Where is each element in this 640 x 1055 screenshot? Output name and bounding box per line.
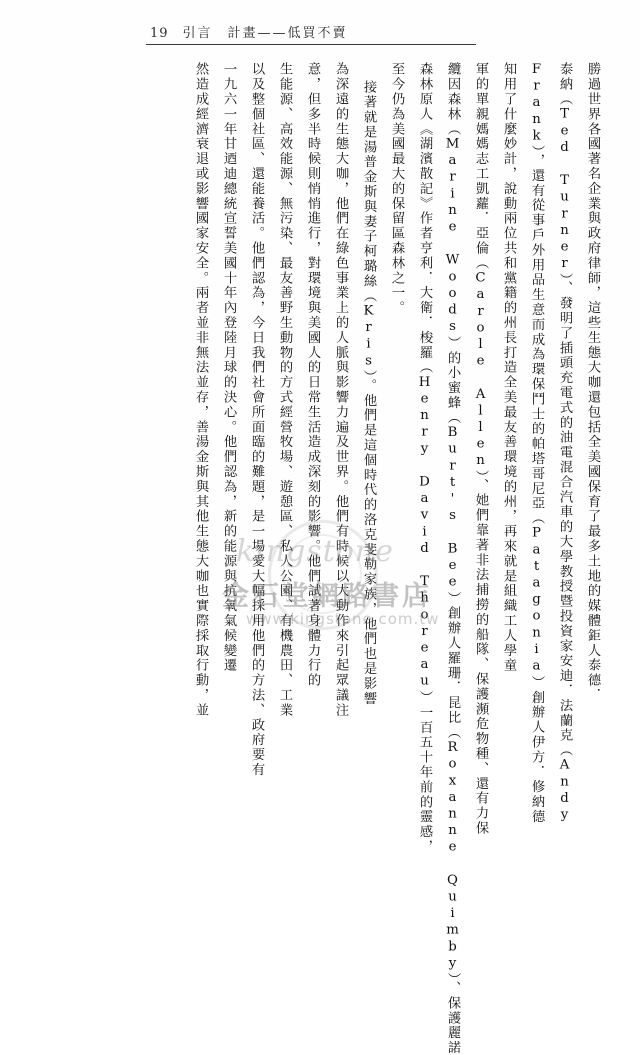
text-column: 接著就是湯普金斯與妻子柯璐絲（Kris）。他們是這個時代的洛克斐勒家族，他們也是影響 — [361, 80, 376, 706]
text-column: 勝過世界各國著名企業與政府律師，這些生態大咖還包括全美國保育了最多土地的媒體鉅人泰德． — [585, 62, 600, 703]
text-column: 然造成經濟衰退或影響國家安全。兩者並非無法並存，善湯金斯與其他生態大咖也實際採取行動，並 — [193, 62, 208, 718]
chapter-title: 引言 計畫——低買不賣 — [182, 26, 348, 41]
text-column: 森林原人《湖濱散記》作者亨利．大衛．梭羅（Henry David Thoreau）一百五十年前的靈感， — [417, 62, 432, 855]
text-column: 生能源、高效能源、無污染、最友善野生動物的方式經營牧場、遊憩區、私人公園、有機農田、工業 — [277, 62, 292, 718]
running-header — [150, 22, 348, 41]
watermark-store-name: 金石堂網路書店 — [222, 581, 432, 612]
text-column: 意，但多半時候則悄悄進行，對環境與美國人的日常生活造成深刻的影響。他們試著身體力行的 — [305, 62, 320, 688]
page-number: 19 — [150, 26, 169, 41]
text-column: 軍的單親媽媽志工凱蘿．亞倫（Carole Allen）、她們靠著非法捕撈的船隊、保護瀕危物種、還有力保 — [473, 62, 488, 836]
header-divider — [146, 44, 476, 45]
text-column: 以及整個社區、還能養活。他們認為，今日我們社會所面臨的難題，是一場愛大幅採用他們的方法、政府要有 — [249, 62, 264, 778]
text-column: 一九六一年甘迺迪總統宣誓美國十年內登陸月球的決心。他們認為，新的能源與抗氧氣候變遷 — [221, 62, 236, 673]
watermark-url: www.kingstone.com.tw — [246, 610, 440, 628]
text-column: 纜因森林（Marine Woods）的小蜜蜂（Burt's Bee）創辦人羅珊．昆比（Roxanne Quimby）、保護麗諾 — [445, 62, 460, 1055]
text-column: 為深遠的生態大咖，他們在綠色事業上的人脈與影響力遍及世界。他們有時候以大動作來引起眾議注 — [333, 62, 348, 718]
text-column: 知用了什麼妙計，說動兩位共和黨籍的州長打造全美最友善環境的州，再來就是組織工人學童 — [501, 62, 516, 673]
text-column: 至今仍為美國最大的保留區森林之一。 — [389, 62, 404, 316]
watermark-brand-script: kingstone — [236, 534, 394, 569]
text-column: 泰納（Ted Turner）、發明了插頭充電式的油電混合汽車的大學教授暨投資家安迪．法蘭克（Andy — [557, 62, 572, 825]
text-column: Frank），還有從事戶外用品生意而成為環保鬥士的帕塔哥尼亞（Patagonia）創辦人伊方．修納德 — [529, 62, 544, 825]
